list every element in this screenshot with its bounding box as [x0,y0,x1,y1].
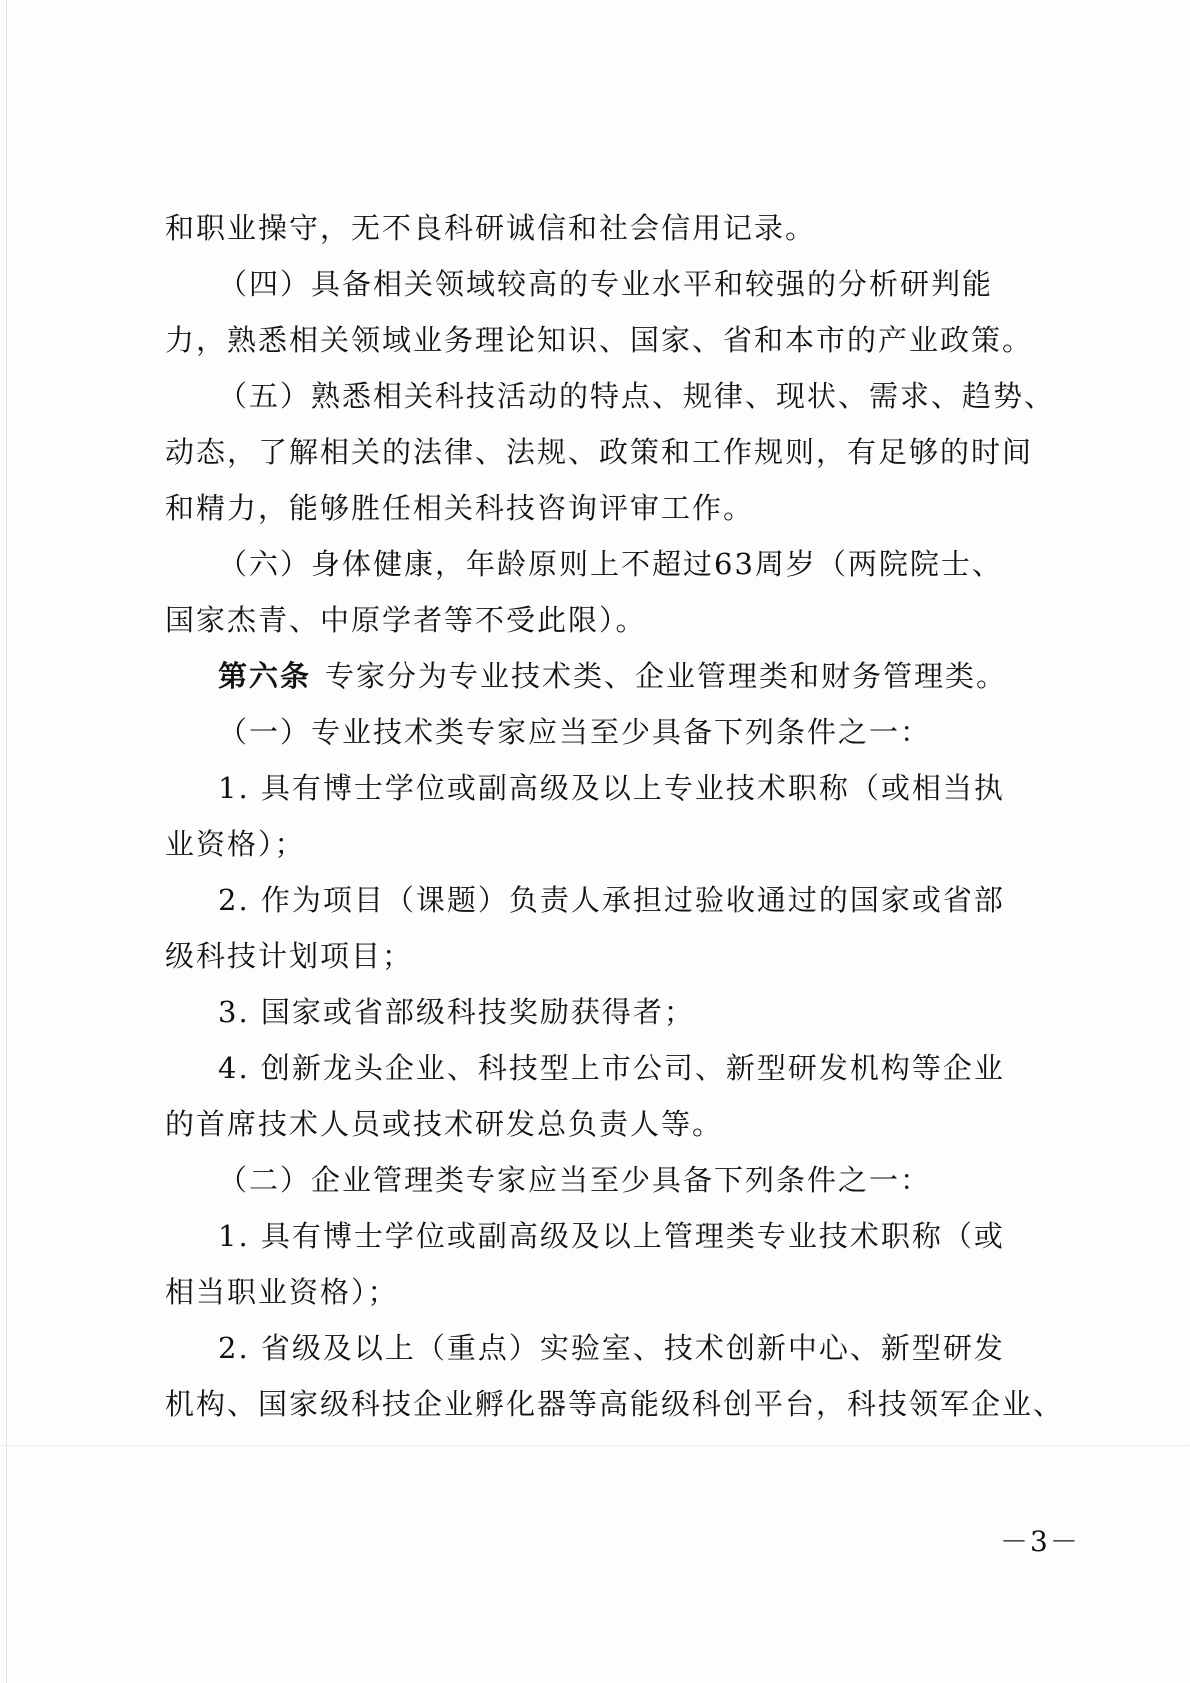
paragraph-line-8: 国家杰青、中原学者等不受此限）。 [165,603,647,637]
paragraph-line-21: 2. 省级及以上（重点）实验室、技术创新中心、新型研发 [218,1331,1005,1365]
paragraph-line-10: （一）专业技术类专家应当至少具备下列条件之一： [218,715,932,749]
paragraph-line-20: 相当职业资格）； [165,1275,399,1309]
page-number: －3－ [1000,1525,1080,1558]
paragraph-line-19: 1. 具有博士学位或副高级及以上管理类专业技术职称（或 [218,1219,1005,1253]
paragraph-line-15: 3. 国家或省部级科技奖励获得者； [218,995,695,1029]
paragraph-line-1: 和职业操守，无不良科研诚信和社会信用记录。 [165,211,817,245]
paragraph-line-13: 2. 作为项目（课题）负责人承担过验收通过的国家或省部 [218,883,1005,917]
paragraph-line-2: （四）具备相关领域较高的专业水平和较强的分析研判能 [218,267,994,301]
paragraph-line-14: 级科技计划项目； [165,939,414,973]
paragraph-line-16: 4. 创新龙头企业、科技型上市公司、新型研发机构等企业 [218,1051,1005,1085]
scan-artifact-line [0,1445,1190,1447]
article-six-line [218,656,1007,696]
article-heading: 第六条 [218,659,312,693]
paragraph-line-17: 的首席技术人员或技术研发总负责人等。 [165,1107,724,1141]
article-six-text: 专家分为专业技术类、企业管理类和财务管理类。 [325,659,1008,693]
paragraph-line-7: （六）身体健康，年龄原则上不超过63周岁（两院院士、 [218,547,1003,581]
paragraph-line-5: 动态，了解相关的法律、法规、政策和工作规则，有足够的时间 [165,435,1034,469]
scan-edge-line [6,0,7,1683]
paragraph-line-22: 机构、国家级科技企业孵化器等高能级科创平台，科技领军企业、 [165,1387,1065,1421]
paragraph-line-6: 和精力，能够胜任相关科技咨询评审工作。 [165,491,755,525]
paragraph-line-3: 力，熟悉相关领域业务理论知识、国家、省和本市的产业政策。 [165,323,1034,357]
paragraph-line-4: （五）熟悉相关科技活动的特点、规律、现状、需求、趋势、 [218,379,1056,413]
paragraph-line-12: 业资格）； [165,827,306,861]
paragraph-line-11: 1. 具有博士学位或副高级及以上专业技术职称（或相当执 [218,771,1005,805]
paragraph-line-18: （二）企业管理类专家应当至少具备下列条件之一： [218,1163,932,1197]
